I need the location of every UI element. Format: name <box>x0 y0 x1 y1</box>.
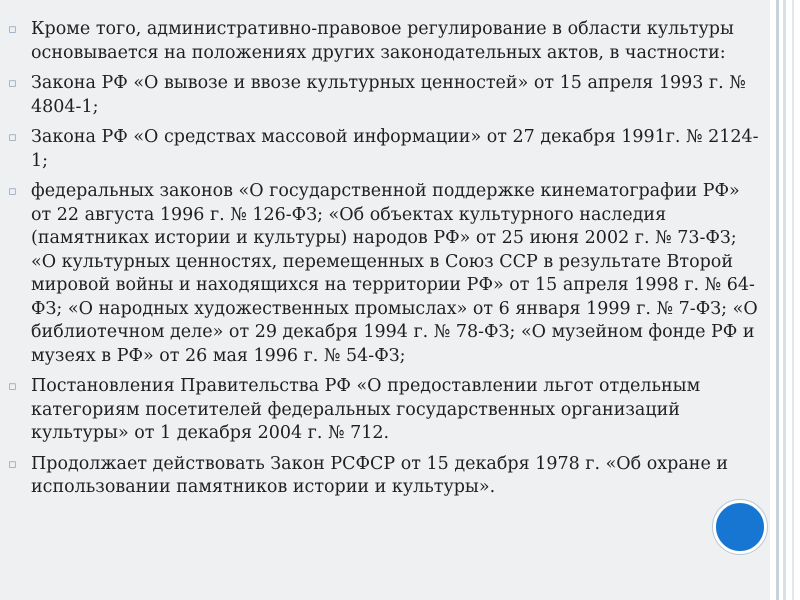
bullet-item <box>8 72 760 119</box>
bullet-text: Кроме того, административно-правовое регулирование в области культуры основывается на положениях других законодательных актов, в частности: <box>31 19 734 63</box>
bullet-item <box>8 375 760 446</box>
bullet-text: Закона РФ «О вывозе и ввозе культурных ценностей» от 15 апреля 1993 г. № 4804-1; <box>31 73 746 117</box>
bullet-item <box>8 180 760 368</box>
bullet-text: федеральных законов «О государственной поддержке кинематографии РФ» от 22 августа 1996 г. № 126-ФЗ; «Об объектах культурного наследия (памятниках истории и культуры) народов РФ» от 25 июня 2002 г. № 73-ФЗ; «О культурных ценностях, перемещенных в Союз ССР в результате Второй мировой войны и находящихся на территории РФ» от 15 апреля 1998 г. № 64-ФЗ; «О народных художественных промыслах» от 6 января 1999 г. № 7-ФЗ; «О библиотечном деле» от 29 декабря 1994 г. № 78-ФЗ; «О музейном фонде РФ и музеях в РФ» от 26 мая 1996 г. № 54-ФЗ; <box>31 181 758 366</box>
bullet-icon: ▫ <box>8 76 17 91</box>
bullet-list <box>8 18 760 507</box>
decorative-stripes <box>772 0 800 600</box>
bullet-text: Закона РФ «О средствах массовой информации» от 27 декабря 1991г. № 2124-1; <box>31 127 759 171</box>
accent-circle <box>713 500 767 554</box>
bullet-icon: ▫ <box>8 379 17 394</box>
bullet-item <box>8 453 760 500</box>
bullet-text: Продолжает действовать Закон РСФСР от 15 декабря 1978 г. «Об охране и использовании памятников истории и культуры». <box>31 453 729 497</box>
bullet-item <box>8 126 760 173</box>
bullet-icon: ▫ <box>8 456 17 472</box>
bullet-icon: ▫ <box>8 130 17 145</box>
bullet-text: Постановления Правительства РФ «О предоставлении льгот отдельным категориям посетителей федеральных государственных организаций культуры» от 1 декабря 2004 г. № 712. <box>31 376 701 443</box>
bullet-item <box>8 18 760 65</box>
bullet-icon: ▫ <box>8 184 17 199</box>
bullet-icon: ▫ <box>8 22 17 37</box>
